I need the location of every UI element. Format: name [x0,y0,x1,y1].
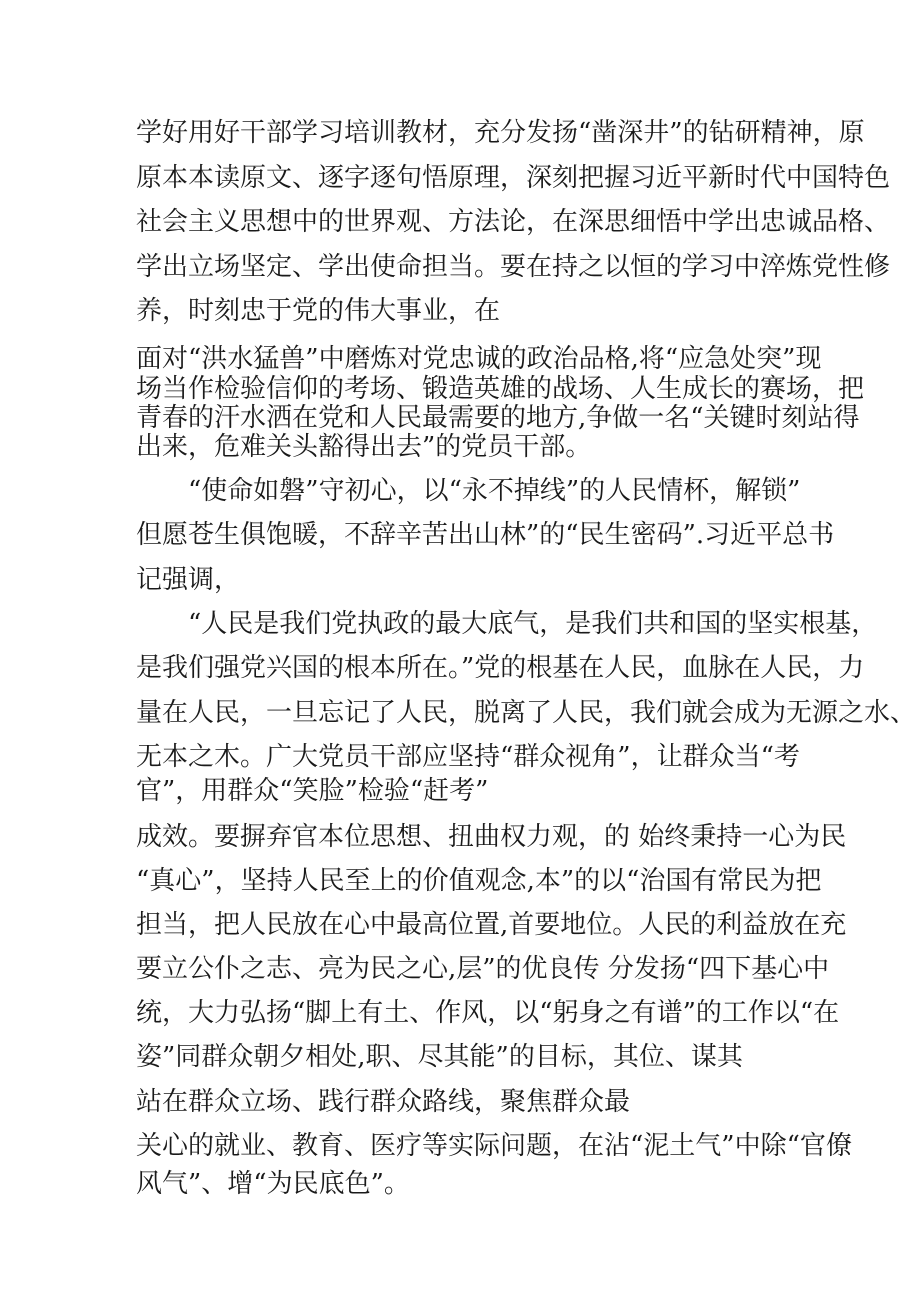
text-line: 站在群众立场、践行群众路线，聚焦群众最 [136,1087,631,1117]
text-line: 面对“洪水猛兽”中磨炼对党忠诚的政治品格,将“应急处突”现 [136,344,822,374]
text-line: 量在人民，一旦忘记了人民，脱离了人民，我们就会成为无源之水、 [136,698,917,728]
text-line: 青春的汗水洒在党和人民最需要的地方,争做一名“关键时刻站得 [136,403,860,433]
text-line: 原本本读原文、逐字逐句悟原理，深刻把握习近平新时代中国特色 [136,163,891,193]
text-line: 学出立场坚定、学出使命担当。要在持之以恒的学习中淬炼党性修 [136,252,891,282]
text-line: 官”，用群众“笑脸”检验“赶考” [136,776,489,806]
text-line: 要立公仆之志、亮为民之心,层”的优良传 分发扬“四下基心中 [136,954,830,984]
text-line: 无本之木。广大党员干部应坚持“群众视角”，让群众当“考 [136,742,800,772]
text-line: 是我们强党兴国的根本所在。”党的根基在人民，血脉在人民，力 [136,653,865,683]
text-line: 出来，危难关头豁得出去”的党员干部。 [136,432,592,462]
text-line: 但愿苍生俱饱暖，不辞辛苦出山林”的“民生密码”.习近平总书 [136,520,835,550]
text-line: 风气”、增“为民底色”。 [136,1169,410,1199]
text-line: 社会主义思想中的世界观、方法论，在深思细悟中学出忠诚品格、 [136,207,891,237]
text-line: 担当，把人民放在心中最高位置,首要地位。人民的利益放在充 [136,910,847,940]
text-line: “真心”，坚持人民至上的价值观念,本”的以“治国有常民为把 [136,866,822,896]
text-line: 场当作检验信仰的考场、锻造英雄的战场、人生成长的赛场，把 [136,374,865,404]
text-line: 成效。要摒弃官本位思想、扭曲权力观，的 始终秉持一心为民 [136,822,847,852]
text-line: 姿”同群众朝夕相处,职、尽其能”的目标，其位、谋其 [136,1042,743,1072]
text-line: 统，大力弘扬“脚上有土、作风，以“躬身之有谱”的工作以“在 [136,998,840,1028]
text-line: “使命如磐”守初心，以“永不掉线”的人民情杯，解锁” [188,476,801,506]
text-line: “人民是我们党执政的最大底气，是我们共和国的坚实根基， [188,609,878,639]
text-line: 养，时刻忠于党的伟大事业，在 [136,296,501,326]
text-line: 记强调， [136,565,241,595]
text-line: 关心的就业、教育、医疗等实际问题，在沾“泥土气”中除“官僚 [136,1131,852,1161]
text-line: 学好用好干部学习培训教材，充分发扬“凿深井”的钻研精神，原 [136,118,865,148]
